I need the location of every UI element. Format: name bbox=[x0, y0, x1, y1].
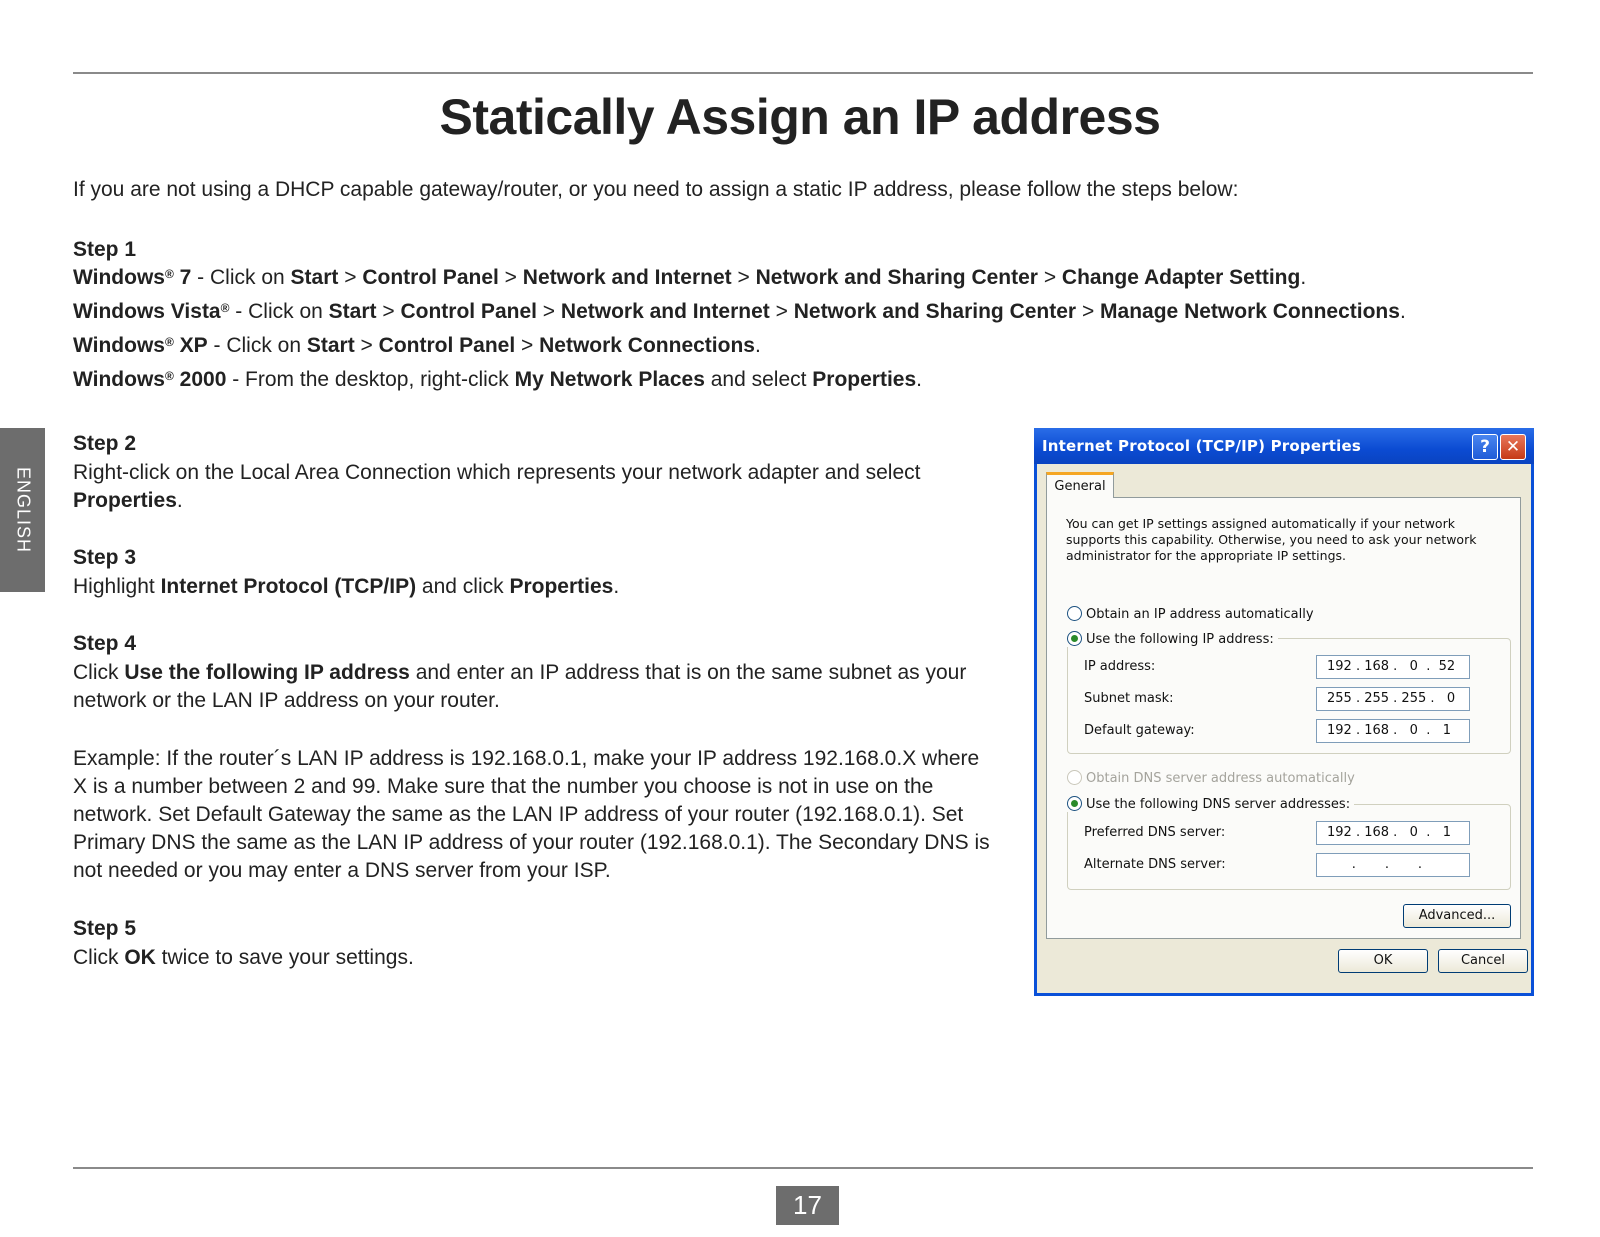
step3-text: Highlight Internet Protocol (TCP/IP) and click Properties. bbox=[73, 575, 620, 598]
step4-heading: Step 4 bbox=[73, 632, 137, 655]
radio-obtain-dns-auto[interactable]: Obtain DNS server address automatically bbox=[1067, 770, 1355, 786]
default-gateway-label: Default gateway: bbox=[1084, 723, 1195, 738]
radio-selected-icon[interactable] bbox=[1067, 796, 1082, 811]
dialog-body bbox=[1037, 464, 1531, 993]
radio-use-static-ip[interactable]: Use the following IP address: bbox=[1067, 631, 1278, 647]
static-ip-group bbox=[1067, 638, 1511, 754]
subnet-mask-label: Subnet mask: bbox=[1084, 691, 1174, 706]
step1-heading: Step 1 bbox=[73, 238, 137, 261]
dialog-title: Internet Protocol (TCP/IP) Properties bbox=[1042, 437, 1362, 455]
tcpip-properties-dialog bbox=[1034, 428, 1534, 996]
ip-address-field[interactable]: 192 . 168 . 0 . 52 bbox=[1316, 655, 1470, 679]
alternate-dns-field[interactable]: . . . bbox=[1316, 853, 1470, 877]
radio-use-static-dns[interactable]: Use the following DNS server addresses: bbox=[1067, 796, 1354, 812]
page-number: 17 bbox=[776, 1186, 839, 1225]
subnet-mask-field[interactable]: 255 . 255 . 255 . 0 bbox=[1316, 687, 1470, 711]
step2-text: Right-click on the Local Area Connection which represents your network adapter and select Properties. bbox=[73, 461, 921, 512]
step1-win7-line: Windows® 7 - Click on Start > Control Panel > Network and Internet > Network and Sharing Center > Change Adapter Setting. bbox=[73, 266, 1307, 289]
step1-xp-line: Windows® XP - Click on Start > Control Panel > Network Connections. bbox=[73, 334, 761, 357]
intro-text: If you are not using a DHCP capable gateway/router, or you need to assign a static IP address, please follow the steps below: bbox=[73, 178, 1239, 201]
radio-obtain-ip-auto[interactable]: Obtain an IP address automatically bbox=[1067, 606, 1314, 622]
alternate-dns-label: Alternate DNS server: bbox=[1084, 857, 1226, 872]
step5-text: Click OK twice to save your settings. bbox=[73, 946, 414, 969]
step3-heading: Step 3 bbox=[73, 546, 137, 569]
dialog-description: You can get IP settings assigned automatically if your network supports this capability. Otherwise, you need to ask your network administrator for the appropriate IP settings. bbox=[1066, 516, 1477, 563]
top-rule bbox=[73, 72, 1533, 74]
close-icon[interactable]: ✕ bbox=[1500, 434, 1526, 460]
step5-heading: Step 5 bbox=[73, 917, 137, 940]
ok-button[interactable]: OK bbox=[1338, 949, 1428, 973]
step4-example: Example: If the router´s LAN IP address is 192.168.0.1, make your IP address 192.168.0.X where X is a number between 2 and 99. Make sure that the number you choose is not in use on the network. Set Default Gateway the same as the LAN IP address of your router (192.168.0.1). Set Primary DNS the same as the LAN IP address of your router (192.168.0.1). The Secondary DNS is not needed or you may enter a DNS server from your ISP. bbox=[73, 747, 990, 882]
step1-vista-line: Windows Vista® - Click on Start > Control Panel > Network and Internet > Network and Sharing Center > Manage Network Connections. bbox=[73, 300, 1406, 323]
step2-heading: Step 2 bbox=[73, 432, 137, 455]
page-title: Statically Assign an IP address bbox=[439, 89, 1161, 145]
bottom-rule bbox=[73, 1167, 1533, 1169]
radio-icon[interactable] bbox=[1067, 606, 1082, 621]
radio-disabled-icon bbox=[1067, 770, 1082, 785]
radio-selected-icon[interactable] bbox=[1067, 631, 1082, 646]
preferred-dns-field[interactable]: 192 . 168 . 0 . 1 bbox=[1316, 821, 1470, 845]
step4-text: Click Use the following IP address and enter an IP address that is on the same subnet as your network or the LAN IP address on your router. bbox=[73, 661, 967, 712]
general-panel bbox=[1046, 497, 1521, 939]
advanced-button[interactable]: Advanced... bbox=[1403, 904, 1511, 928]
language-tab: ENGLISH bbox=[0, 428, 45, 592]
default-gateway-field[interactable]: 192 . 168 . 0 . 1 bbox=[1316, 719, 1470, 743]
preferred-dns-label: Preferred DNS server: bbox=[1084, 825, 1226, 840]
cancel-button[interactable]: Cancel bbox=[1438, 949, 1528, 973]
ip-address-label: IP address: bbox=[1084, 659, 1156, 674]
static-dns-group bbox=[1067, 804, 1511, 890]
step1-2000-line: Windows® 2000 - From the desktop, right-click My Network Places and select Properties. bbox=[73, 368, 923, 391]
dialog-titlebar[interactable] bbox=[1034, 428, 1534, 464]
tab-general[interactable]: General bbox=[1046, 472, 1114, 498]
help-icon[interactable]: ? bbox=[1472, 434, 1498, 460]
